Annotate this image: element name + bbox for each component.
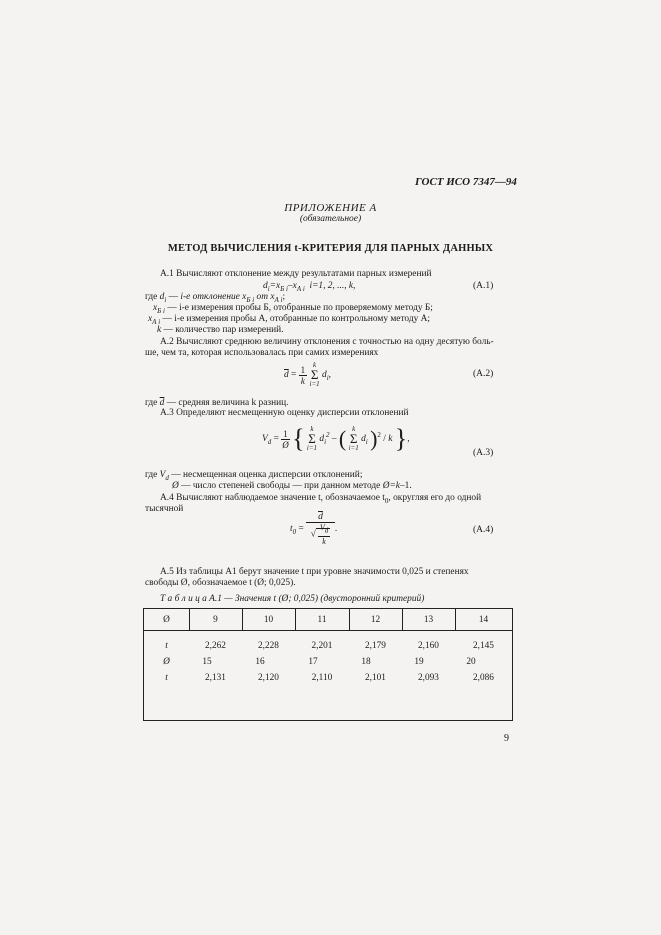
document-code: ГОСТ ИСО 7347—94 xyxy=(415,176,517,188)
paragraph-a2-line1: А.2 Вычисляют среднюю величину отклонения с точностью на одну десятую боль- xyxy=(160,337,494,347)
paragraph-a1-intro: А.1 Вычисляют отклонение между результатами парных измерений xyxy=(160,269,432,279)
paragraph-a5-line2: свободы Ø, обозначаемое t (Ø; 0,025). xyxy=(145,578,296,588)
where-phi-text: — число степеней свободы — при данном методе xyxy=(181,481,381,491)
where-xa-text: i-е измерения пробы А, отобранные по контрольному методу А; xyxy=(174,314,431,324)
table-cell: 2,179 xyxy=(365,641,386,651)
equation-number-a4: (А.4) xyxy=(473,525,494,535)
where-vd: где $V_d$ — несмещенная оценка дисперсии отклонений; xyxy=(145,470,363,482)
where-k: k — количество пар измерений. xyxy=(157,325,284,335)
table-cell: 16 xyxy=(255,657,265,667)
table-cell: 2,110 xyxy=(311,673,333,683)
page-number: 9 xyxy=(504,733,509,744)
table-cell: Ø xyxy=(163,657,170,667)
table-caption-prefix: Т а б л и ц а А.1 xyxy=(160,594,222,604)
table-cell: 2,086 xyxy=(473,673,494,683)
table-cell: 2,160 xyxy=(418,641,439,651)
table-header-cell: Ø xyxy=(163,615,170,625)
appendix-title: ПРИЛОЖЕНИЕ А xyxy=(284,202,377,214)
table-header-cell: 12 xyxy=(370,615,381,625)
table-cell: 19 xyxy=(414,657,424,667)
table-cell: 2,262 xyxy=(205,641,226,651)
table-cell: 2,201 xyxy=(311,641,333,651)
where-dbar: где $\overline{d}$ — средняя величина k разниц. xyxy=(145,398,289,408)
table-cell: t xyxy=(165,641,168,651)
table-header-cell: 9 xyxy=(213,615,218,625)
paragraph-a3-intro: А.3 Определяют несмещенную оценку дисперсии отклонений xyxy=(160,408,409,418)
formula-a4: $t_0$ = $\overline{d}$ √ $\frac{V_d}{k}$ . xyxy=(290,512,338,546)
equation-number-a3: (А.3) xyxy=(473,448,494,458)
table-header-cell: 10 xyxy=(263,615,274,625)
table-cell: 18 xyxy=(361,657,371,667)
paragraph-a4-line2: тысячной xyxy=(145,504,184,514)
where-di-from: от xyxy=(256,292,268,302)
equation-number-a2: (А.2) xyxy=(473,369,494,379)
table-cell: 17 xyxy=(308,657,318,667)
where-di: где $d_i$ — i-е отклонение $x_{Б i}$ от $x_{А i}$; xyxy=(145,292,286,304)
table-header-divider xyxy=(144,630,512,631)
where-vd-text: — несмещенная оценка дисперсии отклонений; xyxy=(171,470,363,480)
values-table xyxy=(143,608,513,721)
table-header-cell: 13 xyxy=(423,615,434,625)
formula-a1-range: i=1, 2, ..., k, xyxy=(309,281,356,291)
where-word: где xyxy=(145,292,158,302)
where-xb-text: i-е измерения пробы Б, отобранные по проверяемому методу Б; xyxy=(179,303,433,313)
where-dbar-text: — средняя величина k разниц. xyxy=(166,398,289,408)
formula-a2: $\overline{d}$ = $\frac{1}{k}$ k Σ i=1 $d_i$, xyxy=(284,361,332,388)
table-cell: 15 xyxy=(202,657,212,667)
table-cell: 2,120 xyxy=(258,673,279,683)
table-cell: 2,131 xyxy=(205,673,226,683)
appendix-note: (обязательное) xyxy=(299,214,362,224)
table-cell: 2,101 xyxy=(365,673,386,683)
table-cell: 20 xyxy=(466,657,476,667)
where-xb: $x_{Б i}$ — i-е измерения пробы Б, отобранные по проверяемому методу Б; xyxy=(153,303,433,315)
table-caption xyxy=(160,593,424,605)
where-di-text: i-е отклонение xyxy=(180,292,240,302)
where-phi: Ø — число степеней свободы — при данном методе Ø=k–1. xyxy=(172,481,412,491)
equation-number-a1: (А.1) xyxy=(473,281,494,291)
paragraph-a4-line1: А.4 Вычисляют наблюдаемое значение t, обозначаемое $t_0$, округляя его до одной xyxy=(160,493,482,505)
section-title: МЕТОД ВЫЧИСЛЕНИЯ t-КРИТЕРИЯ ДЛЯ ПАРНЫХ ДАННЫХ xyxy=(167,243,494,254)
paragraph-a5-line1: А.5 Из таблицы А1 берут значение t при уровне значимости 0,025 и степенях xyxy=(160,567,469,577)
formula-a3: $V_d$ = $\frac{1}{Ø}$ { k Σ i=1 $d_i^2$ – ( k Σ i=1 $d_i$ )$^2$ / k }, xyxy=(262,424,410,453)
table-cell: t xyxy=(165,673,168,683)
table-cell: 2,228 xyxy=(258,641,279,651)
table-caption-text: — Значения t (Ø; 0,025) (двусторонний критерий) xyxy=(224,594,425,604)
table-cell: 2,093 xyxy=(418,673,439,683)
table-header-cell: 14 xyxy=(478,615,489,625)
where-k-text: — количество пар измерений. xyxy=(163,325,284,335)
formula-a1: $d_i=x_{Б i}-x_{А i}$ i=1, 2, ..., k, xyxy=(263,281,356,293)
where-xa: $x_{А i}$ — i-е измерения пробы А, отобранные по контрольному методу А; xyxy=(148,314,431,326)
table-header-cell: 11 xyxy=(317,615,327,625)
paragraph-a2-line2: ше, чем та, которая использовалась при самих измерениях xyxy=(145,348,379,358)
table-cell: 2,145 xyxy=(473,641,494,651)
